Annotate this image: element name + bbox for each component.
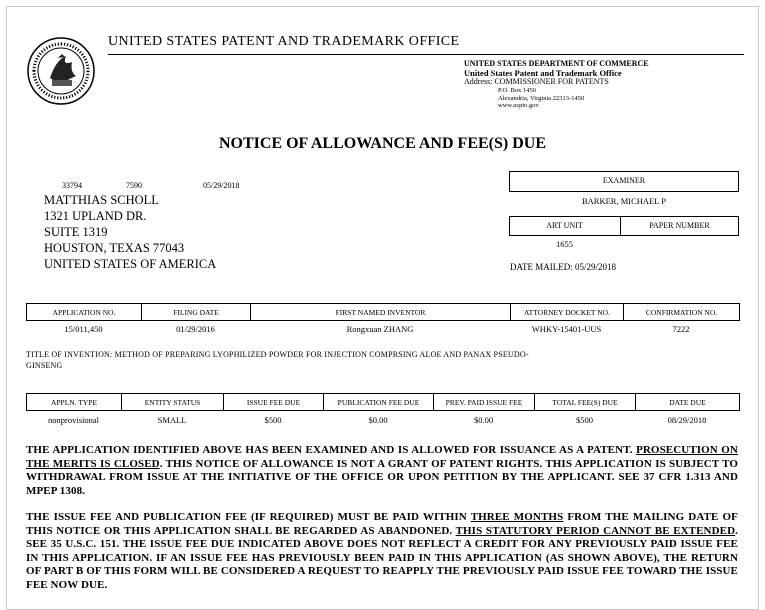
code: 7590 <box>126 181 142 190</box>
total-fees-due: $500 <box>576 415 593 425</box>
col-entity-status: ENTITY STATUS <box>122 394 224 411</box>
col-filing-date: FILING DATE <box>142 304 251 321</box>
address-line: 1321 UPLAND DR. <box>44 209 147 223</box>
dept-line: P.O. Box 1450 <box>498 87 536 95</box>
page-title: NOTICE OF ALLOWANCE AND FEE(S) DUE <box>218 135 546 152</box>
col-issue-fee-due: ISSUE FEE DUE <box>224 394 324 411</box>
header-rule <box>108 54 744 55</box>
customer-code: 33794 <box>62 181 82 190</box>
dept-line: Alexandria, Virginia 22313-1450 <box>498 94 585 102</box>
title-of-invention <box>26 349 726 371</box>
col-attorney-docket-no: ATTORNEY DOCKET NO. <box>511 304 624 321</box>
dept-line: United States Patent and Trademark Office <box>464 67 622 78</box>
uspto-seal-icon <box>26 36 96 106</box>
examiner-name: BARKER, MICHAEL P <box>582 196 666 206</box>
date-due: 08/29/2018 <box>667 415 707 425</box>
address-line: HOUSTON, TEXAS 77043 <box>44 241 185 255</box>
col-total-fees-due: TOTAL FEE(S) DUE <box>535 394 636 411</box>
col-date-due: DATE DUE <box>636 394 740 411</box>
fee-table-row <box>26 415 739 427</box>
attorney-docket-no: WHKY-15401-UUS <box>531 324 602 334</box>
office-name: UNITED STATES PATENT AND TRADEMARK OFFICE <box>108 34 460 49</box>
fee-table-header <box>26 393 740 411</box>
art-unit-label: ART UNIT <box>546 221 583 230</box>
dept-line: UNITED STATES DEPARTMENT OF COMMERCE <box>464 59 649 68</box>
title-of-invention-line: GINSENG <box>26 361 63 370</box>
col-application-no: APPLICATION NO. <box>27 304 142 321</box>
dept-line: www.uspto.gov <box>498 101 539 109</box>
filing-date: 01/29/2016 <box>176 324 215 334</box>
issue-fee-due: $500 <box>264 415 282 425</box>
confirmation-no: 7222 <box>672 324 690 334</box>
application-table-header <box>26 303 740 321</box>
col-confirmation-no: CONFIRMATION NO. <box>624 304 740 321</box>
col-publication-fee-due: PUBLICATION FEE DUE <box>324 394 434 411</box>
dept-line: Address: COMMISSIONER FOR PATENTS <box>464 77 609 87</box>
col-first-named-inventor: FIRST NAMED INVENTOR <box>251 304 511 321</box>
art-unit-value: 1655 <box>556 239 573 249</box>
mailing-address <box>44 192 216 272</box>
statutory-period-text: THIS STATUTORY PERIOD CANNOT BE EXTENDED <box>455 524 736 537</box>
publication-fee-due: $0.00 <box>368 415 388 425</box>
department-address <box>464 60 649 109</box>
allowance-paragraph: THE APPLICATION IDENTIFIED ABOVE HAS BEEN EXAMINED AND IS ALLOWED FOR ISSUANCE AS A PATENT. PROSECUTION ON THE MERITS IS CLOSED. THIS NOTICE OF ALLOWANCE IS NOT A GRANT OF PATENT RIGHTS. THIS APPLICATION IS SUBJECT TO WITHDRAWAL FROM ISSUE AT THE INITIATIVE OF THE OFFICE OR UPON PETITION BY THE APPLICANT. SEE 37 CFR 1.313 AND MPEP 1308. <box>26 444 739 497</box>
date-mailed: DATE MAILED: 05/29/2018 <box>510 262 616 272</box>
appln-type: nonprovisional <box>48 415 99 425</box>
paper-number-label: PAPER NUMBER <box>649 221 710 230</box>
col-appln-type: APPLN. TYPE <box>27 394 122 411</box>
col-prev-paid-issue-fee: PREV. PAID ISSUE FEE <box>434 394 535 411</box>
title-of-invention-line: TITLE OF INVENTION: METHOD OF PREPARING LYOPHILIZED POWDER FOR INJECTION COMPRSING ALOE AND PANAX PSEUDO- <box>26 350 529 359</box>
address-line: UNITED STATES OF AMERICA <box>44 257 217 271</box>
address-line: SUITE 1319 <box>44 225 108 239</box>
application-no: 15/011,450 <box>64 324 103 334</box>
prosecution-closed-text: PROSECUTION ON THE MERITS IS CLOSED <box>26 444 738 470</box>
application-table-row <box>26 324 739 336</box>
fee-paragraph: THE ISSUE FEE AND PUBLICATION FEE (IF REQUIRED) MUST BE PAID WITHIN THREE MONTHS FROM THE MAILING DATE OF THIS NOTICE OR THIS APPLICATION SHALL BE REGARDED AS ABANDONED. THIS STATUTORY PERIOD CANNOT BE EXTENDED. SEE 35 U.S.C. 151. THE ISSUE FEE DUE INDICATED ABOVE DOES NOT REFLECT A CREDIT FOR ANY PREVIOUSLY PAID ISSUE FEE IN THIS APPLICATION. IF AN ISSUE FEE HAS PREVIOUSLY BEEN PAID IN THIS APPLICATION (AS SHOWN ABOVE), THE RETURN OF PART B OF THIS FORM WILL BE CONSIDERED A REQUEST TO REAPPLY THE PREVIOUSLY PAID ISSUE FEE TOWARD THE ISSUE FEE NOW DUE. <box>26 511 738 591</box>
examiner-label: EXAMINER <box>602 176 646 185</box>
code-date: 05/29/2018 <box>203 181 240 190</box>
address-line: MATTHIAS SCHOLL <box>44 193 159 207</box>
three-months-text: THREE MONTHS <box>470 511 564 523</box>
entity-status: SMALL <box>157 415 187 425</box>
prev-paid-issue-fee: $0.00 <box>473 415 494 425</box>
first-named-inventor: Rongxuan ZHANG <box>346 324 414 334</box>
